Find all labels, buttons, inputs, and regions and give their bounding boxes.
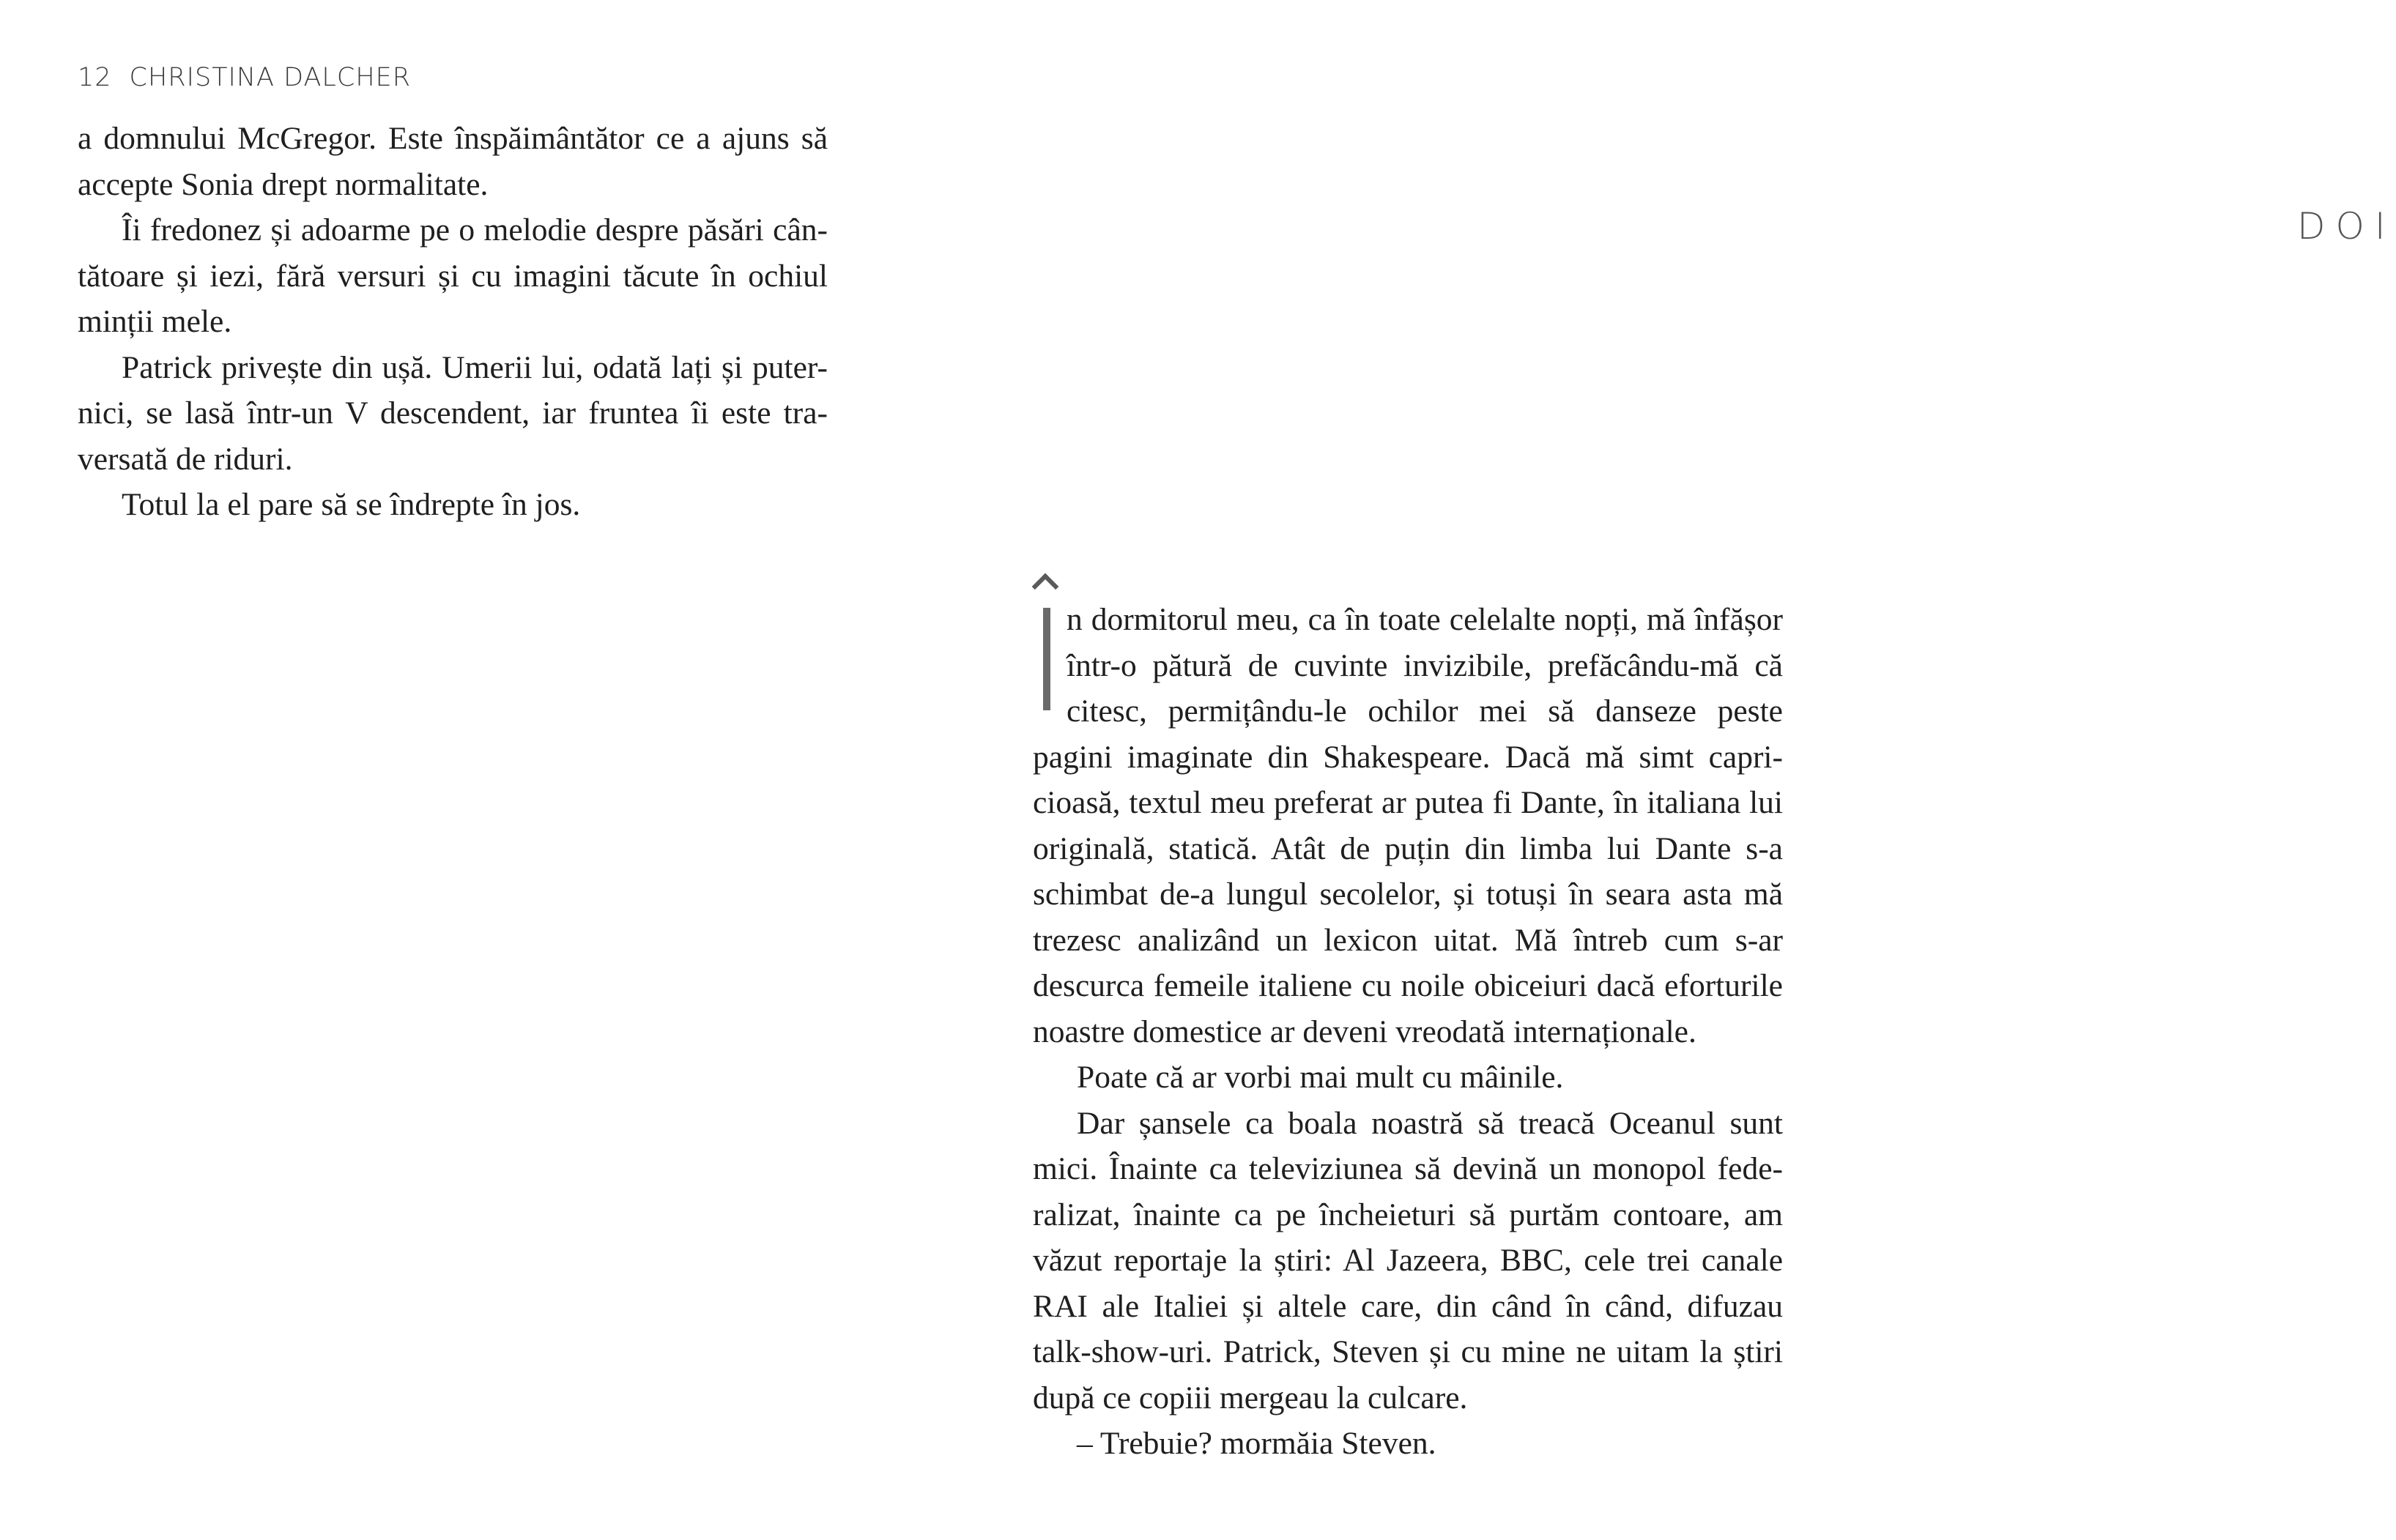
text-line: a domnului McGregor. Este înspăimântător ce a ajuns să: [78, 121, 828, 156]
text-line: n dormitorul meu, ca în toate celelalte nopți, mă înfășor: [1067, 602, 1783, 637]
text-line: – Trebuie? mormăia Steven.: [1077, 1426, 1436, 1461]
author-name: CHRISTINA DALCHER: [129, 63, 412, 92]
text-line: mici. Înainte ca televiziunea să devină un monopol fede-: [1033, 1151, 1783, 1186]
text-line: Dar șansele ca boala noastră să treacă Oceanul sunt: [1077, 1105, 1783, 1141]
text-line: minții mele.: [78, 304, 232, 339]
text-line: accepte Sonia drept normalitate.: [78, 166, 489, 202]
text-line: ralizat, înainte ca pe încheieturi să purtăm contoare, am: [1033, 1197, 1783, 1232]
text-line: văzut reportaje la știri: Al Jazeera, BBC, cele trei canale: [1033, 1243, 1783, 1278]
chapter-title: DOI: [2297, 205, 2396, 248]
text-line: tătoare și iezi, fără versuri și cu imagini tăcute în ochiul: [78, 258, 828, 294]
running-header: [78, 63, 411, 92]
text-line: versată de riduri.: [78, 441, 293, 477]
text-line: Patrick privește din ușă. Umerii lui, odată lați și puter-: [122, 349, 828, 385]
left-page-body: [78, 116, 828, 528]
text-line: trezesc analizând un lexicon uitat. Mă întreb cum s-ar: [1033, 922, 1783, 958]
text-line: Poate că ar vorbi mai mult cu mâinile.: [1077, 1060, 1564, 1095]
page-number: 12: [78, 63, 112, 92]
text-line: nici, se lasă într-un V descendent, iar fruntea îi este tra-: [78, 395, 828, 431]
text-line: noastre domestice ar deveni vreodată internaționale.: [1033, 1013, 1696, 1049]
text-line: Totul la el pare să se îndrepte în jos.: [122, 487, 581, 522]
text-line: talk-show-uri. Patrick, Steven și cu mine ne uitam la știri: [1033, 1334, 1783, 1369]
right-page-body: [1033, 597, 1783, 1467]
text-line: descurca femeile italiene cu noile obiceiuri dacă eforturile: [1033, 968, 1783, 1003]
text-line: cioasă, textul meu preferat ar putea fi Dante, în italiana lui: [1033, 785, 1783, 820]
text-line: RAI ale Italiei și altele care, din când în când, difuzau: [1033, 1288, 1783, 1324]
text-line: originală, statică. Atât de puțin din limba lui Dante s-a: [1033, 830, 1783, 866]
text-line: într-o pătură de cuvinte invizibile, prefăcându-mă că: [1067, 647, 1783, 683]
left-page: [0, 0, 926, 1540]
text-line: Îi fredonez și adoarme pe o melodie despre păsări cân-: [122, 212, 828, 248]
text-line: schimbat de-a lungul secolelor, și totuși în seara asta mă: [1033, 877, 1783, 912]
text-line: citesc, permițându-le ochilor mei să danseze peste: [1067, 693, 1783, 729]
text-line: după ce copiii mergeau la culcare.: [1033, 1380, 1468, 1416]
text-line: pagini imaginate din Shakespeare. Dacă mă simt capri-: [1033, 739, 1783, 775]
drop-cap-circumflex-icon: [1033, 574, 1059, 592]
